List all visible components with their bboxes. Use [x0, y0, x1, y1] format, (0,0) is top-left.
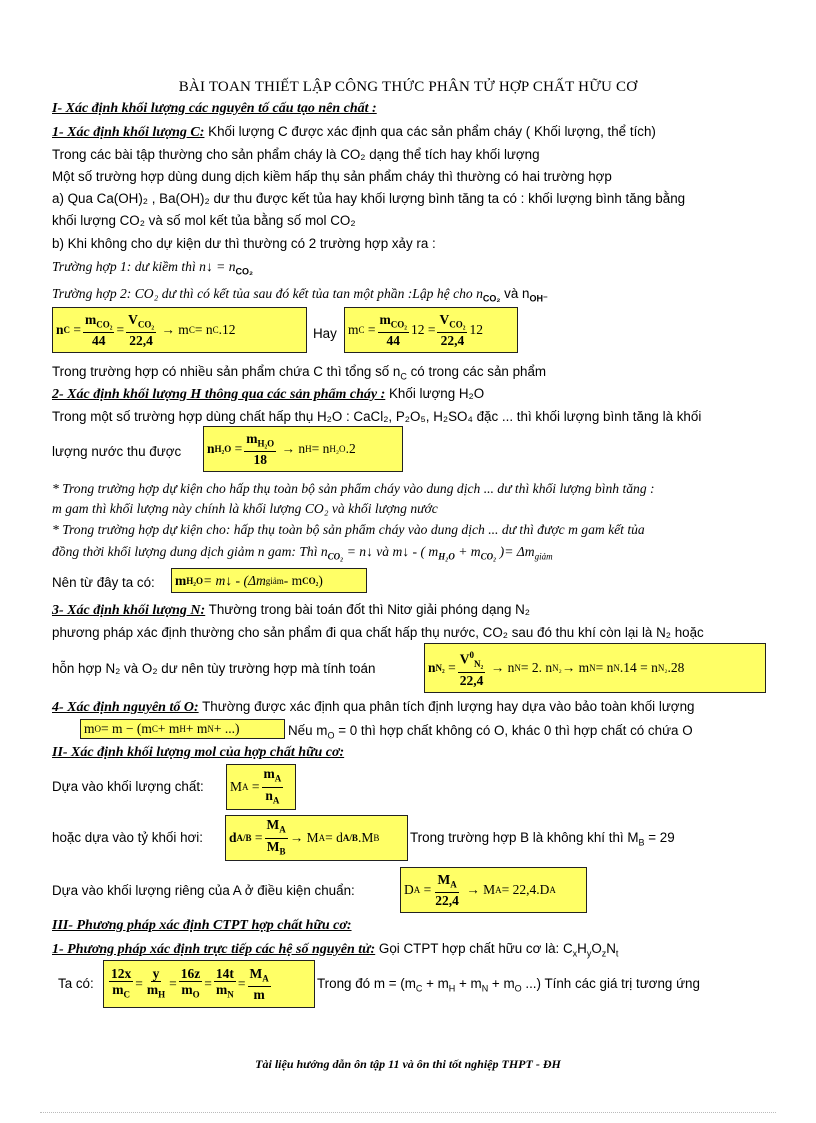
f4-c-sub: CO₂: [302, 575, 319, 586]
f6-a-sub: O: [94, 724, 102, 734]
text-24-sub: O: [327, 730, 335, 741]
formula-box-mo: [80, 719, 285, 739]
formula-box-nn2: n N₂ = $\frac{V^0_{N_2}}{22,4}$ → n N = 2. n N₂ → m N = n N .14 = n N₂ .28: [424, 643, 766, 693]
f5-t1: → n: [490, 660, 515, 675]
f1-den-a: 44: [91, 333, 106, 349]
f3-den: 18: [253, 452, 267, 468]
f2-num-a: m: [379, 311, 391, 327]
f4-a: m: [175, 572, 187, 588]
section-3-heading: III- Phương pháp xác định CTPT hợp chất hữu cơ:: [52, 918, 352, 933]
case-2-sub-b: OH⁻: [529, 293, 548, 304]
f2-frac-a: [378, 312, 409, 349]
f2-num-b-sub: CO₂: [449, 319, 466, 330]
text-line-31: Ta có:: [58, 976, 94, 991]
f2-frac-b: [437, 312, 467, 349]
f9-num: M: [437, 871, 451, 887]
note-4e-sub: CO₂: [480, 551, 497, 562]
subheading-o: 4- Xác định nguyên tố O:: [52, 700, 199, 715]
case-2-line: [52, 285, 776, 308]
f8-lhs-sub: A/B: [236, 833, 252, 843]
f4-d: ): [318, 572, 323, 588]
f5-t3: → m: [561, 660, 590, 675]
f1-tail: → m: [161, 322, 189, 337]
case-2-sub-a: CO₂: [482, 293, 501, 304]
f8-t1-sub: A: [318, 833, 326, 843]
note-4a-sub: CO₂: [327, 551, 344, 562]
f1-frac-a: [83, 312, 114, 349]
text-hay: Hay: [313, 326, 337, 341]
formula-box-mc: m C = $\frac{m_{CO_2}}{44}$ 12 = $\frac{V_{CO_2}}{22,4}$ 12: [344, 307, 518, 353]
f1-tail-sub: C: [188, 325, 195, 335]
section-2-heading: II- Xác định khối lượng mol của hợp chất hữu cơ:: [52, 745, 345, 760]
text-31-sub-c: C: [415, 983, 423, 994]
text-n-intro: Thường trong bài toán đốt thì Nitơ giải phóng dạng N₂: [205, 602, 530, 617]
para-h-heading: [52, 385, 776, 403]
note-4g-sub: giảm: [534, 551, 553, 562]
f5-t3-sub: N: [589, 663, 596, 673]
f5-t4-sub: N: [613, 663, 620, 673]
subheading-ctpt: 1- Phương pháp xác định trực tiếp các hệ số nguyên tử:: [52, 942, 376, 957]
f9-lhs-sub: A: [413, 885, 421, 895]
formula-box-ma: M A = $\frac{m_A}{n_A}$: [226, 764, 296, 810]
text-27b: Trong trường hợp B là không khí thì M: [410, 830, 639, 845]
f6-c: + m: [157, 721, 180, 736]
text-31-sub-n: N: [481, 983, 489, 994]
case-2-and: và n: [500, 286, 530, 301]
f8-den: M: [266, 838, 280, 854]
f3-tail3: .2: [345, 441, 356, 456]
f10-num-4: 14t: [215, 965, 234, 981]
footer-divider: [40, 1112, 776, 1113]
f8-t3: .M: [357, 830, 374, 845]
formula-n: N: [606, 941, 616, 956]
f7-den: n: [265, 787, 273, 803]
f7-lhs: M: [230, 779, 243, 794]
text-line-6: khối lượng CO₂ và số mol kết tủa bằng số mol CO₂: [52, 213, 356, 228]
f6-c-sub: H: [179, 724, 186, 734]
f9-frac: [433, 872, 461, 909]
f5-den: 22,4: [459, 673, 484, 689]
f10-num-2: y: [152, 965, 160, 981]
f10-frac-2: [145, 966, 167, 1003]
text-line-31b: [317, 975, 776, 998]
f2-den-a: 44: [386, 333, 400, 349]
f8-num-sub: A: [279, 824, 286, 835]
f1-lhs: n: [56, 322, 64, 337]
text-31-plus-1: + m: [422, 976, 449, 991]
f2-den-b: 22,4: [440, 333, 465, 349]
f6-e: + ...): [213, 721, 240, 736]
f10-num-5: M: [249, 965, 263, 981]
f6-d-sub: N: [207, 724, 214, 734]
formula-box-nc: n C = $\frac{m_{CO_2}}{44}$ = $\frac{V_{CO_2}}{22,4}$ → m C = n C .12: [52, 307, 307, 353]
f10-frac-1: [109, 966, 133, 1003]
f4-b: = m↓ - (Δm: [202, 572, 266, 588]
f9-t2-sub: A: [549, 885, 556, 895]
f8-t2: = d: [325, 830, 343, 845]
f10-den-2: m: [146, 981, 159, 997]
f5-num: V: [459, 651, 470, 667]
note-4d: + m: [454, 544, 481, 559]
text-27b-sub: B: [638, 837, 645, 848]
f5-t5: .14 = n: [619, 660, 658, 675]
text-line-5: a) Qua Ca(OH)₂ , Ba(OH)₂ dư thu được kết tủa hay khối lượng bình tăng ta có : khối lượng bình tăng bằng: [52, 191, 686, 206]
text-line-3: Trong các bài tập thường cho sản phẩm cháy là CO₂ dạng thể tích hay khối lượng: [52, 147, 540, 162]
text-line-7: b) Khi không cho dự kiện dư thì thường có 2 trường hợp xảy ra :: [52, 236, 436, 251]
text-line-26: Dựa vào khối lượng chất:: [52, 779, 204, 794]
f9-den: 22,4: [435, 893, 459, 909]
note-2: m gam thì khối lượng này chính là khối lượng CO₂ và khối lượng nước: [52, 501, 438, 516]
f5-t5-sub: N₂: [657, 663, 668, 673]
formula-sub-x: x: [572, 948, 578, 959]
page-title: BÀI TOAN THIẾT LẬP CÔNG THỨC PHÂN TỬ HỢP CHẤT HỮU CƠ: [178, 79, 638, 95]
para-o-heading: [52, 698, 776, 716]
f1-den-b: 22,4: [129, 333, 153, 349]
f3-lhs: n: [207, 441, 215, 456]
f6-d: + m: [185, 721, 208, 736]
note-4b: = n↓ và m↓ - ( m: [343, 544, 439, 559]
f4-a-sub: H₂O: [186, 575, 203, 586]
text-c-intro: Khối lượng C được xác định qua các sản phẩm cháy ( Khối lượng, thể tích): [204, 124, 656, 139]
f9-t2: = 22,4.D: [501, 882, 550, 897]
f10-num-5-sub: A: [262, 973, 269, 984]
f10-den-1: m: [112, 981, 124, 997]
f7-den-sub: A: [272, 795, 280, 806]
text-o-intro: Thường được xác định qua phân tích định lượng hay dựa vào bảo toàn khối lượng: [198, 699, 695, 714]
text-line-27: hoặc dựa vào tỷ khối hơi:: [52, 830, 203, 845]
f8-frac: [265, 817, 288, 859]
f9-t1: → M: [466, 882, 496, 897]
f1-tail2-sub: C: [212, 325, 219, 335]
text-line-19: Nên từ đây ta có:: [52, 575, 155, 590]
f8-t1: → M: [289, 830, 319, 845]
f10-den-3: m: [181, 981, 193, 997]
text-line-27b: [410, 829, 776, 852]
f2-tail: 12: [469, 322, 483, 337]
text-ctpt-intro: Gọi CTPT hợp chất hữu cơ là: C: [375, 941, 573, 956]
f9-lhs: D: [404, 882, 414, 897]
text-27c: = 29: [644, 830, 675, 845]
f3-num: m: [246, 430, 258, 446]
formula-box-mh2o: [171, 568, 367, 593]
f10-den-4-sub: N: [227, 989, 234, 1000]
f1-num-a-sub: CO₂: [96, 319, 113, 330]
f8-t2-sub: A/B: [342, 833, 358, 843]
formula-h: H: [577, 941, 587, 956]
f5-num-sub: N₂: [474, 659, 484, 670]
f7-lhs-sub: A: [242, 782, 249, 792]
f2-lhs-sub: C: [358, 325, 365, 335]
note-4a: đồng thời khối lượng dung dịch giảm n gam: Thì n: [52, 544, 328, 559]
f9-t1-sub: A: [495, 885, 502, 895]
f10-num-1: 12x: [111, 965, 132, 981]
f3-num-sub: H₂O: [257, 438, 275, 449]
text-31b: Trong đó m = (m: [317, 976, 416, 991]
f7-frac: [262, 766, 284, 808]
note-4c-sub: H₂O: [438, 551, 455, 562]
f6-b-sub: C: [151, 724, 158, 734]
case-1-line: [52, 258, 776, 281]
f4-b-sub: giảm: [265, 575, 284, 586]
f5-t6: .28: [667, 660, 685, 675]
formula-sub-y: y: [586, 948, 592, 959]
text-31-close: ...): [521, 976, 541, 991]
f5-lhs-sub: N₂: [435, 663, 445, 673]
para-c-heading: [52, 123, 776, 141]
note-1: * Trong trường hợp dự kiện cho hấp thụ toàn bộ sản phẩm cháy vào dung dịch ... dư thì khối lượng bình tăng :: [52, 481, 655, 496]
f10-den-4: m: [216, 981, 228, 997]
f10-frac-4: [214, 966, 236, 1003]
f2-num-b: V: [439, 311, 450, 327]
note-4f: )= Δm: [496, 544, 535, 559]
f3-tail: → n: [281, 441, 306, 456]
text-line-4: Một số trường hợp dùng dung dịch kiềm hấp thụ sản phẩm cháy thì thường có hai trường hợp: [52, 169, 612, 184]
f1-num-a: m: [85, 311, 97, 327]
f3-frac: [244, 431, 276, 468]
text-24b: = 0 thì hợp chất không có O, khác 0 thì hợp chất có chứa O: [334, 723, 693, 738]
formula-box-dab: d A/B = $\frac{M_A}{M_B}$ → M A = d A/B .M B: [225, 815, 408, 861]
formula-o: O: [591, 941, 602, 956]
f1-tail2: = n: [194, 322, 213, 337]
para-n-heading: [52, 601, 776, 619]
f5-frac: [458, 648, 486, 688]
text-line-21: phương pháp xác định thường cho sản phẩm đi qua chất hấp thụ nước, CO₂ sau đó thu khí còn lại là N₂ hoặc: [52, 625, 704, 640]
f5-lhs: n: [428, 660, 436, 675]
case-2-text: Trường hợp 2: CO₂ dư thì có kết tủa sau đó kết tủa tan một phần :Lập hệ cho n: [52, 286, 483, 301]
text-31d: Tính các giá trị tương ứng: [540, 976, 700, 991]
f3-tail2-sub: H₂O: [329, 444, 346, 454]
f6-a: m: [84, 721, 95, 736]
subheading-c: 1- Xác định khối lượng C:: [52, 125, 205, 140]
f2-lhs: m: [348, 322, 359, 337]
f10-frac-3: [179, 966, 203, 1003]
f7-num-sub: A: [274, 773, 282, 784]
f1-tail3: .12: [218, 322, 236, 337]
text-31-plus-3: + m: [488, 976, 515, 991]
text-24a: Nếu m: [288, 723, 328, 738]
f1-frac-b: [126, 312, 156, 349]
formula-box-da: D A = $\frac{M_A}{22,4}$ → M A = 22,4.D A: [400, 867, 587, 913]
f10-den-5: m: [253, 987, 265, 1003]
f5-t2-sub: N₂: [552, 663, 562, 673]
text-line-14: lượng nước thu được: [52, 444, 182, 459]
note-3: * Trong trường hợp dự kiện cho: hấp thụ toàn bộ sản phẩm cháy vào dung dịch ... dư thì được m gam kết tủa: [52, 522, 645, 537]
case-1-text: Trường hợp 1: dư kiềm thì n↓ = n: [52, 259, 236, 274]
f8-lhs: d: [229, 830, 237, 845]
formula-sub-z: z: [601, 948, 607, 959]
f5-t1-sub: N: [514, 663, 521, 673]
text-11-sub: C: [400, 371, 407, 382]
f9-num-sub: A: [450, 879, 457, 890]
section-1-heading: I- Xác định khối lượng các nguyên tố cấu tạo nên chất :: [52, 101, 377, 116]
text-31-sub-h: H: [448, 983, 456, 994]
note-4: [52, 543, 776, 566]
f1-num-b-sub: CO₂: [137, 319, 155, 330]
text-line-22: hỗn hợp N₂ và O₂ dư nên tùy trường hợp mà tính toán: [52, 661, 376, 676]
f1-lhs-sub: C: [63, 325, 71, 335]
f5-num-sup: 0: [469, 649, 475, 660]
text-line-28: Dựa vào khối lượng riêng của A ở điều kiện chuẩn:: [52, 883, 355, 898]
formula-sub-t: t: [615, 948, 619, 959]
text-line-11: [52, 363, 776, 386]
text-line-24: [288, 722, 776, 745]
f7-num: m: [263, 765, 275, 781]
f2-num-a-sub: CO₂: [390, 319, 407, 330]
f10-frac-5: [248, 966, 271, 1003]
f5-t4: = n: [595, 660, 614, 675]
f8-num: M: [266, 816, 280, 832]
formula-box-nh2o: n H₂O = $\frac{m_{H_2O}}{18}$ → n H = n H₂O .2: [203, 426, 403, 472]
f3-tail2: = n: [311, 441, 330, 456]
formula-box-ratios: $\frac{12x}{m_C}$ = $\frac{y}{m_H}$ = $\frac{16z}{m_O}$ = $\frac{14t}{m_N}$ = $\frac{M_A}{m}$: [103, 960, 315, 1008]
text-line-13: Trong một số trường hợp dùng chất hấp thụ H₂O : CaCl₂, P₂O₅, H₂SO₄ đặc ... thì khối lượng bình tăng là khối: [52, 409, 702, 424]
f10-den-3-sub: O: [192, 989, 200, 1000]
text-11a: Trong trường hợp có nhiều sản phẩm chứa C thì tổng số n: [52, 364, 401, 379]
subheading-h: 2- Xác định khối lượng H thông qua các sản phẩm cháy :: [52, 387, 386, 402]
f3-lhs-sub: H₂O: [214, 444, 232, 454]
text-11b: có trong các sản phẩm: [406, 364, 547, 379]
f5-t2: = 2. n: [520, 660, 553, 675]
text-31-sub-o: O: [514, 983, 522, 994]
text-h-intro: Khối lượng H₂O: [385, 386, 485, 401]
page-footer: Tài liệu hướng dẫn ôn tập 11 và ôn thi tốt nghiệp THPT - ĐH: [255, 1057, 561, 1071]
f10-num-3: 16z: [180, 965, 201, 981]
f8-den-sub: B: [279, 846, 286, 857]
f4-c: - m: [283, 572, 303, 588]
case-1-sub: CO₂: [235, 266, 254, 277]
f1-num-b: V: [128, 311, 138, 327]
f10-den-1-sub: C: [123, 989, 130, 1000]
text-31-plus-2: + m: [455, 976, 482, 991]
f3-tail-sub: H: [305, 444, 312, 454]
f2-mid: 12 =: [410, 322, 436, 337]
f10-den-2-sub: H: [158, 989, 166, 1000]
f6-b: = m − (m: [101, 721, 152, 736]
f8-t3-sub: B: [373, 833, 380, 843]
subheading-n: 3- Xác định khối lượng N:: [52, 603, 206, 618]
